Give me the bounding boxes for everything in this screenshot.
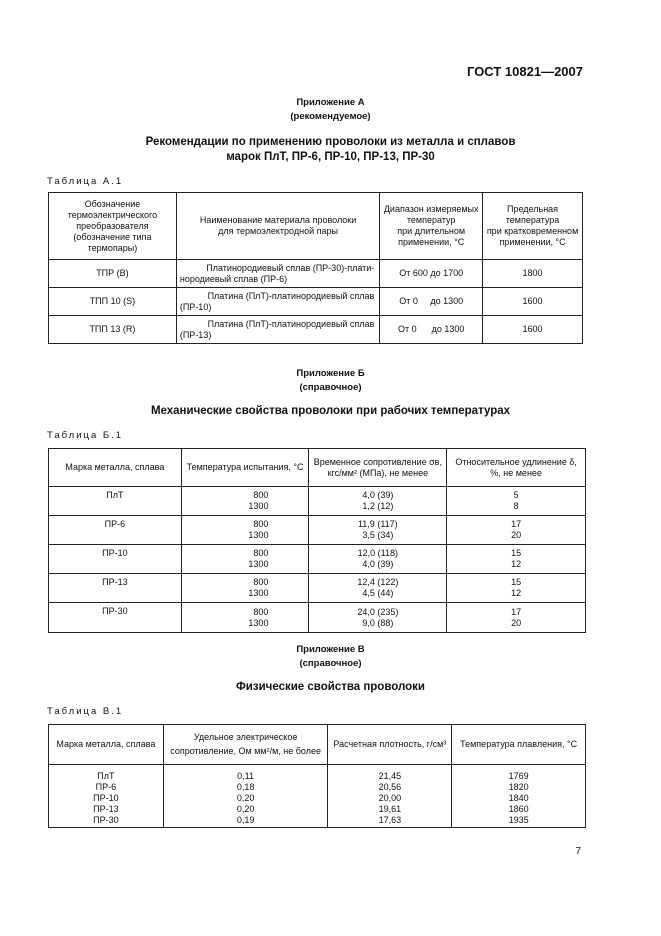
table-b1 xyxy=(48,448,586,633)
table-c1 xyxy=(48,724,586,828)
table-row: ТПП 13 (R) Платина (ПлТ)-платинородиевый сплав (ПР-13) От 0 до 1300 1600 xyxy=(49,316,583,344)
col-header: Температура плавления, °С xyxy=(452,725,586,765)
standard-number: ГОСТ 10821—2007 xyxy=(467,64,583,79)
appendix-b-heading: Механические свойства проволоки при рабочих температурах xyxy=(150,405,511,417)
appendix-a-heading-1: Рекомендации по применению проволоки из металла и сплавов xyxy=(145,136,516,148)
table-a1 xyxy=(48,192,583,344)
appendix-a-title: Приложение А xyxy=(296,97,365,108)
table-a1-caption: Таблица А.1 xyxy=(47,176,124,187)
col-header: Расчетная плотность, г/см³ xyxy=(328,725,452,765)
table-row: ПлТ ПР-6 ПР-10 ПР-13 ПР-30 0,11 0,18 0,20 0,20 0,19 21,45 20,56 20,00 19,61 17,63 1769 1820 1840 1860 1935 xyxy=(49,765,586,828)
table-row: ПР-30 800 1300 24,0 (235) 9,0 (88) 17 20 xyxy=(49,603,586,633)
col-header: Предельная температура при кратковременном применении, °С xyxy=(483,193,583,260)
appendix-b-title: Приложение Б xyxy=(296,368,365,379)
col-header: Температура испытания, °С xyxy=(181,449,309,487)
page-number: 7 xyxy=(575,846,581,857)
appendix-a-heading-2: марок ПлТ, ПР-6, ПР-10, ПР-13, ПР-30 xyxy=(226,151,435,163)
table-row: ТПП 10 (S) Платина (ПлТ)-платинородиевый сплав (ПР-10) От 0 до 1300 1600 xyxy=(49,288,583,316)
col-header: Диапазон измеряемых температур при длительном применении, °С xyxy=(380,193,483,260)
table-row: ПР-10 800 1300 12,0 (118) 4,0 (39) 15 12 xyxy=(49,545,586,574)
appendix-c-status: (справочное) xyxy=(299,658,362,669)
appendix-c-title: Приложение В xyxy=(296,644,365,655)
col-header: Обозначение термоэлектрического преобразователя (обозначение типа термопары) xyxy=(49,193,177,260)
col-header: Временное сопротивление σв, кгс/мм² (МПа), не менее xyxy=(309,449,447,487)
appendix-a-status: (рекомендуемое) xyxy=(290,111,371,122)
col-header: Наименование материала проволоки для термоэлектродной пары xyxy=(176,193,379,260)
table-row: ПР-13 800 1300 12,4 (122) 4,5 (44) 15 12 xyxy=(49,574,586,603)
table-b1-caption: Таблица Б.1 xyxy=(47,430,124,441)
table-row: ПлТ 800 1300 4,0 (39) 1,2 (12) 5 8 xyxy=(49,487,586,516)
col-header: Марка металла, сплава xyxy=(49,725,164,765)
table-row: ПР-6 800 1300 11,9 (117) 3,5 (34) 17 20 xyxy=(49,516,586,545)
col-header: Относительное удлинение δ, %, не менее xyxy=(447,449,586,487)
col-header: Удельное электрическое сопротивление, Ом мм²/м, не более xyxy=(163,725,328,765)
appendix-b-status: (справочное) xyxy=(299,382,362,393)
col-header: Марка металла, сплава xyxy=(49,449,182,487)
table-row: ТПР (В) Платинородиевый сплав (ПР-30)-плати- нородиевый сплав (ПР-6) От 600 до 1700 1800 xyxy=(49,260,583,288)
appendix-c-heading: Физические свойства проволоки xyxy=(235,681,425,693)
table-c1-caption: Таблица В.1 xyxy=(47,706,124,717)
